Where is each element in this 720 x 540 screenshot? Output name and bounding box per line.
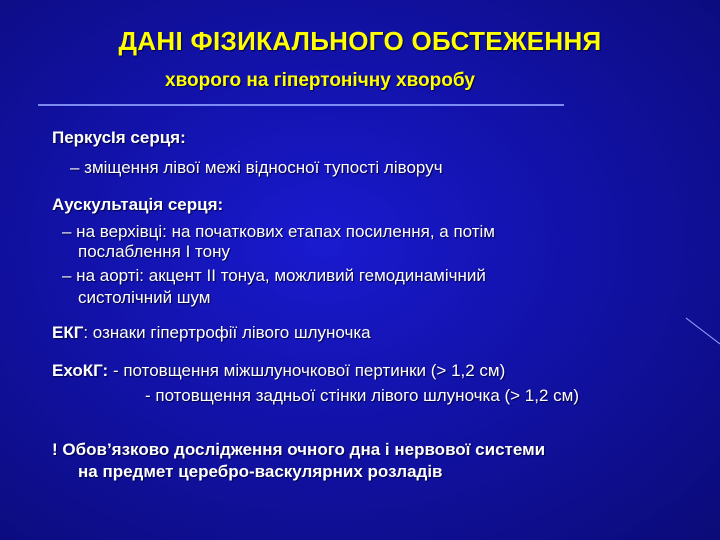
title-divider: [38, 104, 564, 106]
ecg-text: : ознаки гіпертрофії лівого шлуночка: [83, 323, 371, 342]
ecg-label: ЕКГ: [52, 323, 84, 342]
auscultation-item2-line1: – на аорті: акцент ІІ тонуа, можливий гемодинамічний: [62, 266, 486, 285]
note-line2: на предмет церебро-васкулярних розладів: [78, 462, 443, 481]
percussion-item: – зміщення лівої межі відносної тупості ліворуч: [70, 158, 443, 177]
echo-line1: [52, 361, 505, 381]
slide-title: ДАНІ ФІЗИКАЛЬНОГО ОБСТЕЖЕННЯ: [118, 26, 602, 56]
echo-label: ЕхоКГ:: [52, 361, 109, 380]
percussion-heading: ПеркусІя серця:: [52, 128, 186, 147]
auscultation-heading: Аускультація серця:: [52, 195, 224, 214]
echo-text-line1: - потовщення міжшлуночкової пертинки (> 1,2 см): [108, 361, 506, 380]
echo-text-line2: - потовщення задньої стінки лівого шлуночка (> 1,2 см): [145, 386, 580, 405]
slide-subtitle: хворого на гіпертонічну хворобу: [165, 70, 475, 91]
auscultation-item1-line2: послаблення І тону: [78, 242, 230, 261]
auscultation-item1-line1: – на верхівці: на початкових етапах посилення, а потім: [62, 222, 495, 241]
decorative-corner-line: [680, 300, 720, 360]
auscultation-item2-line2: систолічний шум: [78, 288, 211, 307]
ecg-line: [52, 323, 371, 343]
note-line1: ! Обов’язково дослідження очного дна і нервової системи: [52, 440, 546, 459]
